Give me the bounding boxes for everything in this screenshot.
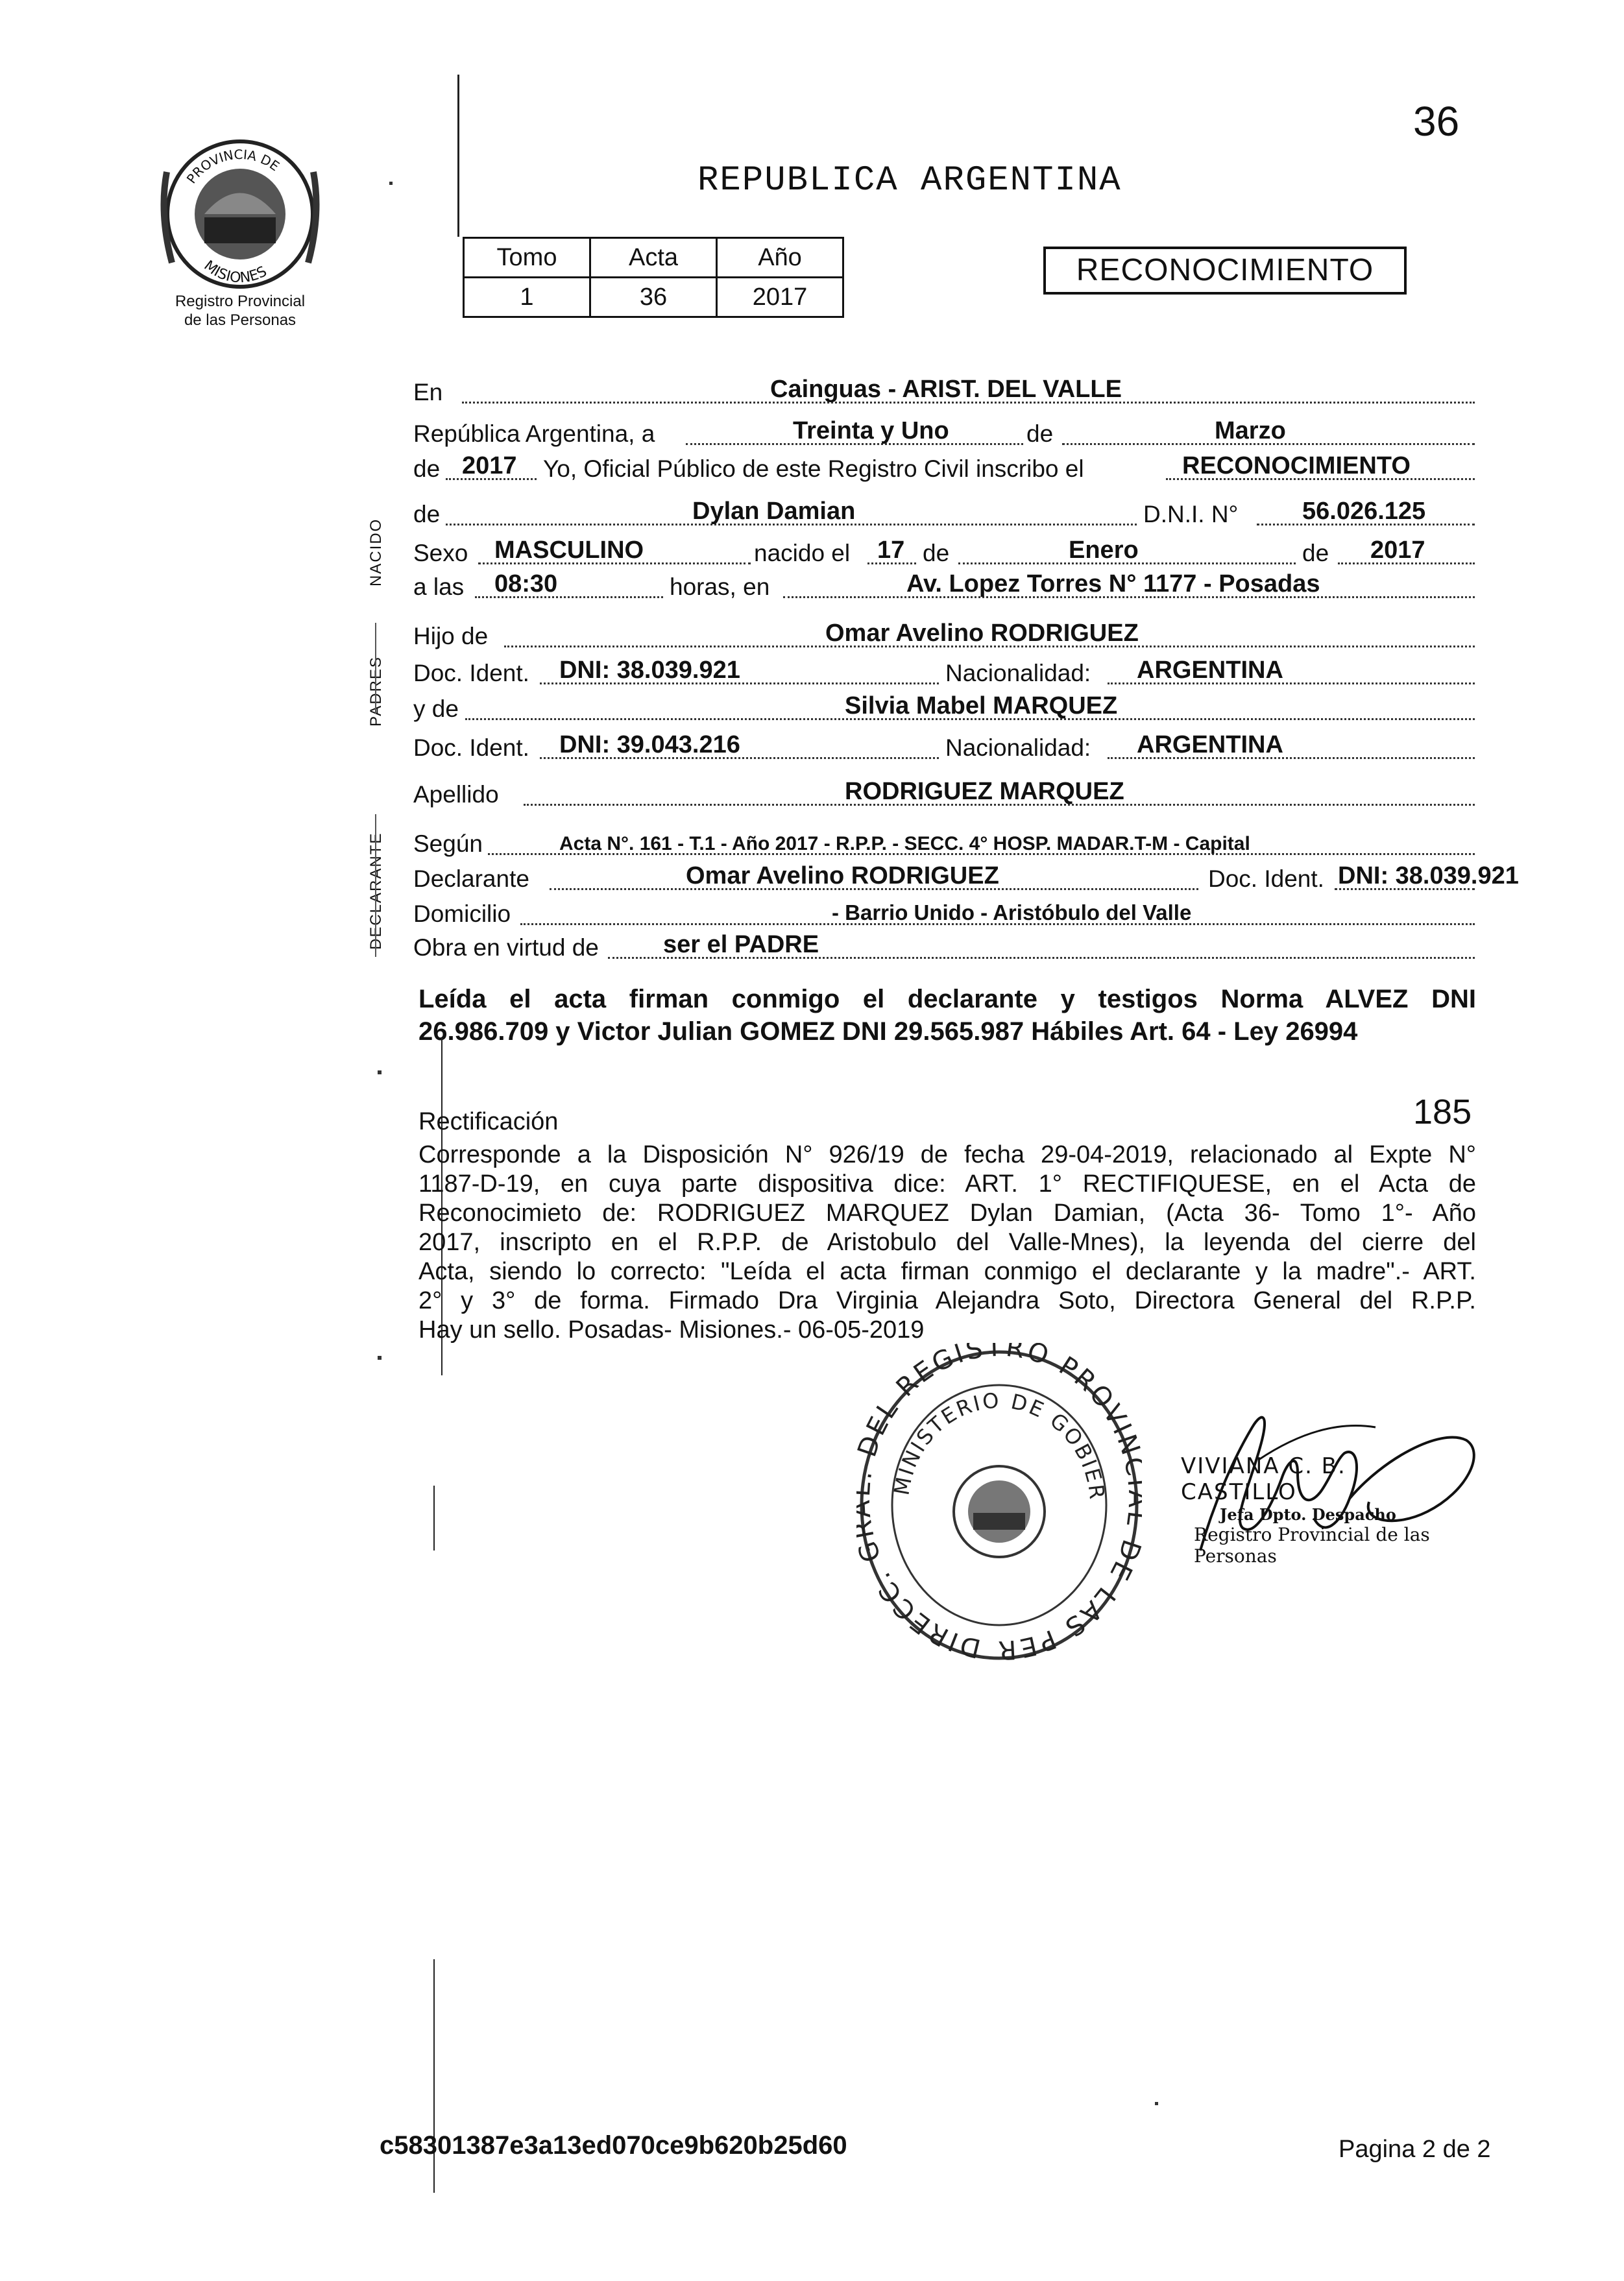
form-row-padre [413,615,1475,657]
republica-label: República Argentina, a [413,420,655,447]
padre-doc-value: DNI: 38.039.921 [559,657,740,684]
document-hash: c58301387e3a13ed070ce9b620b25d60 [380,2131,847,2160]
nacido-anio: 2017 [1370,537,1425,564]
record-table-header-row [464,238,843,278]
rectificacion-line: Hay un sello. Posadas- Misiones.- 06-05-2019 [418,1316,925,1344]
hijo-label: Hijo de [413,623,489,649]
side-tick [375,814,376,957]
form-row-apellido [413,773,1475,815]
scan-dot [378,1356,382,1360]
sexo-label: Sexo [413,540,468,566]
lugar-value: Av. Lopez Torres N° 1177 - Posadas [906,570,1320,597]
horas-en-label: horas, en [670,573,770,600]
scan-dot [1155,2102,1158,2105]
signer-office: Registro Provincial de las Personas [1194,1524,1430,1567]
svg-text:MISIONES: MISIONES [200,258,270,287]
province-seal-logo [159,133,321,295]
closing-line: 26.986.709 y Victor Julian GOMEZ DNI 29.565.987 Hábiles Art. 64 - Ley 26994 [418,1017,1358,1046]
margin-line [433,1486,435,1551]
logo-caption-line2: de las Personas [184,311,297,329]
declarante-label: Declarante [413,865,529,892]
nacionalidad-label: Nacionalidad: [945,660,1091,686]
doc-label: Doc. Ident. [413,734,529,761]
padre-value: Omar Avelino RODRIGUEZ [825,620,1139,647]
form-row-obra [413,926,1475,968]
nombre-value: Dylan Damian [692,498,856,525]
rectificacion-title: Rectificación [418,1108,559,1135]
mes-value: Marzo [1215,417,1286,444]
pagination: Pagina 2 de 2 [1339,2136,1491,2163]
side-label-nacido: NACIDO [367,518,385,586]
yo-label: Yo, Oficial Público de este Registro Civil inscribo el [543,455,1084,482]
record-table-value: 2017 [717,278,843,317]
rectificacion-line: 2° y 3° de forma. Firmado Dra Virginia Alejandra Soto, Directora General del R.P.P. [418,1287,1476,1314]
page-number: 36 [1413,98,1460,145]
de-label: de [413,501,441,527]
logo-caption-line1: Registro Provincial [175,293,306,310]
svg-text:MINISTERIO DE GOBIERNO: MINISTERIO DE GOBIER [889,1388,1110,1503]
rectificacion-line: 1187-D-19, en cuya parte dispositiva dice: ART. 1° RECTIFIQUESE, en el Acta de [418,1170,1476,1198]
act-type-label: RECONOCIMIENTO [1076,253,1374,287]
obra-label: Obra en virtud de [413,934,599,961]
alas-label: a las [413,573,465,600]
madre-value: Silvia Mabel MARQUEZ [845,692,1118,719]
declarante-doc-value: DNI: 38.039.921 [1338,862,1519,889]
record-table-value: 1 [464,278,590,317]
form-row-hora [413,566,1475,607]
dni-label: D.N.I. N° [1143,501,1239,527]
svg-text:DIRECC. GRAL. DEL REGISTRO PRO: DIRECC. EL REGISTRO PROVI E LAS PER [860,1343,1139,1665]
record-table-header: Año [717,238,843,278]
act-type-box [1043,247,1407,295]
record-table-header: Acta [590,238,717,278]
domicilio-label: Domicilio [413,900,511,927]
segun-value: Acta N°. 161 - T.1 - Año 2017 - R.P.P. - SECC. 4° HOSP. MADAR.T-M - Capital [559,833,1250,854]
side-tick [375,623,376,714]
sexo-value: MASCULINO [494,537,644,564]
en-label: En [413,379,443,405]
anio-value: 2017 [462,452,517,479]
form-row-inscripcion [413,448,1475,489]
closing-statement [418,983,1476,1048]
closing-line: Leída el acta firman conmigo el declarante y testigos Norma ALVEZ DNI [418,985,1476,1013]
apellido-label: Apellido [413,781,499,808]
nacido-mes: Enero [1069,537,1139,564]
signer-position: Jefa Dpto. Despacho [1220,1505,1396,1524]
madre-nacionalidad-value: ARGENTINA [1137,731,1283,758]
nacionalidad-label: Nacionalidad: [945,734,1091,761]
rectificacion-line: 2017, inscripto en el R.P.P. de Aristobulo del Valle-Mnes), la leyenda del cierre del [418,1229,1476,1256]
domicilio-value: - Barrio Unido - Aristóbulo del Valle [832,900,1192,924]
de-label: de [923,540,950,566]
record-table-value-row [464,278,843,317]
side-label-padres: PADRES [367,656,385,727]
nacido-label: nacido el [754,540,851,566]
de-label: de [1302,540,1329,566]
madre-doc-value: DNI: 39.043.216 [559,731,740,758]
nacido-dia: 17 [877,537,905,564]
record-table [463,237,844,318]
yde-label: y de [413,695,459,722]
svg-text:PROVINCIA DE: PROVINCIA DE [183,146,283,187]
dia-value: Treinta y Uno [793,417,949,444]
record-table-header: Tomo [464,238,590,278]
header-title: REPUBLICA ARGENTINA [697,161,1122,200]
apellido-value: RODRIGUEZ MARQUEZ [845,778,1124,805]
logo-caption [127,292,354,330]
doc-label: Doc. Ident. [413,660,529,686]
form-row-nombre [413,493,1475,535]
record-table-value: 36 [590,278,717,317]
official-stamp [856,1343,1142,1667]
form-row-madre [413,688,1475,729]
obra-value: ser el PADRE [663,931,819,958]
scan-dot [389,182,393,185]
declarante-value: Omar Avelino RODRIGUEZ [686,862,999,889]
rectificacion-line: Acta, siendo lo correcto: "Leída el acta firman conmigo el declarante y la madre".- ART. [418,1258,1476,1285]
en-value: Cainguas - ARIST. DEL VALLE [770,376,1122,403]
rectificacion-line: Reconocimieto de: RODRIGUEZ MARQUEZ Dylan Damian, (Acta 36- Tomo 1°- Año [418,1200,1476,1227]
signer-name: VIVIANA C. B. CASTILLO [1181,1453,1346,1505]
inscribo-value: RECONOCIMIENTO [1182,452,1411,479]
rectificacion-body [418,1140,1476,1345]
rectificacion-number: 185 [1413,1092,1472,1131]
de-label: de [1026,420,1054,447]
padre-nacionalidad-value: ARGENTINA [1137,657,1283,684]
declarante-doc-label: Doc. Ident. [1208,865,1324,892]
form-row-madre-doc [413,727,1475,768]
form-row-en [413,371,1475,413]
segun-label: Según [413,830,483,857]
dni-value: 56.026.125 [1302,498,1426,525]
hora-value: 08:30 [494,570,558,597]
de-label: de [413,455,441,482]
binding-mark [457,75,459,237]
handwritten-signature [1103,1388,1492,1583]
scan-dot [378,1070,382,1074]
rectificacion-line: Corresponde a la Disposición N° 926/19 de fecha 29-04-2019, relacionado al Expte N° [418,1141,1476,1168]
side-label-declarante: DECLARANTE [367,832,385,950]
